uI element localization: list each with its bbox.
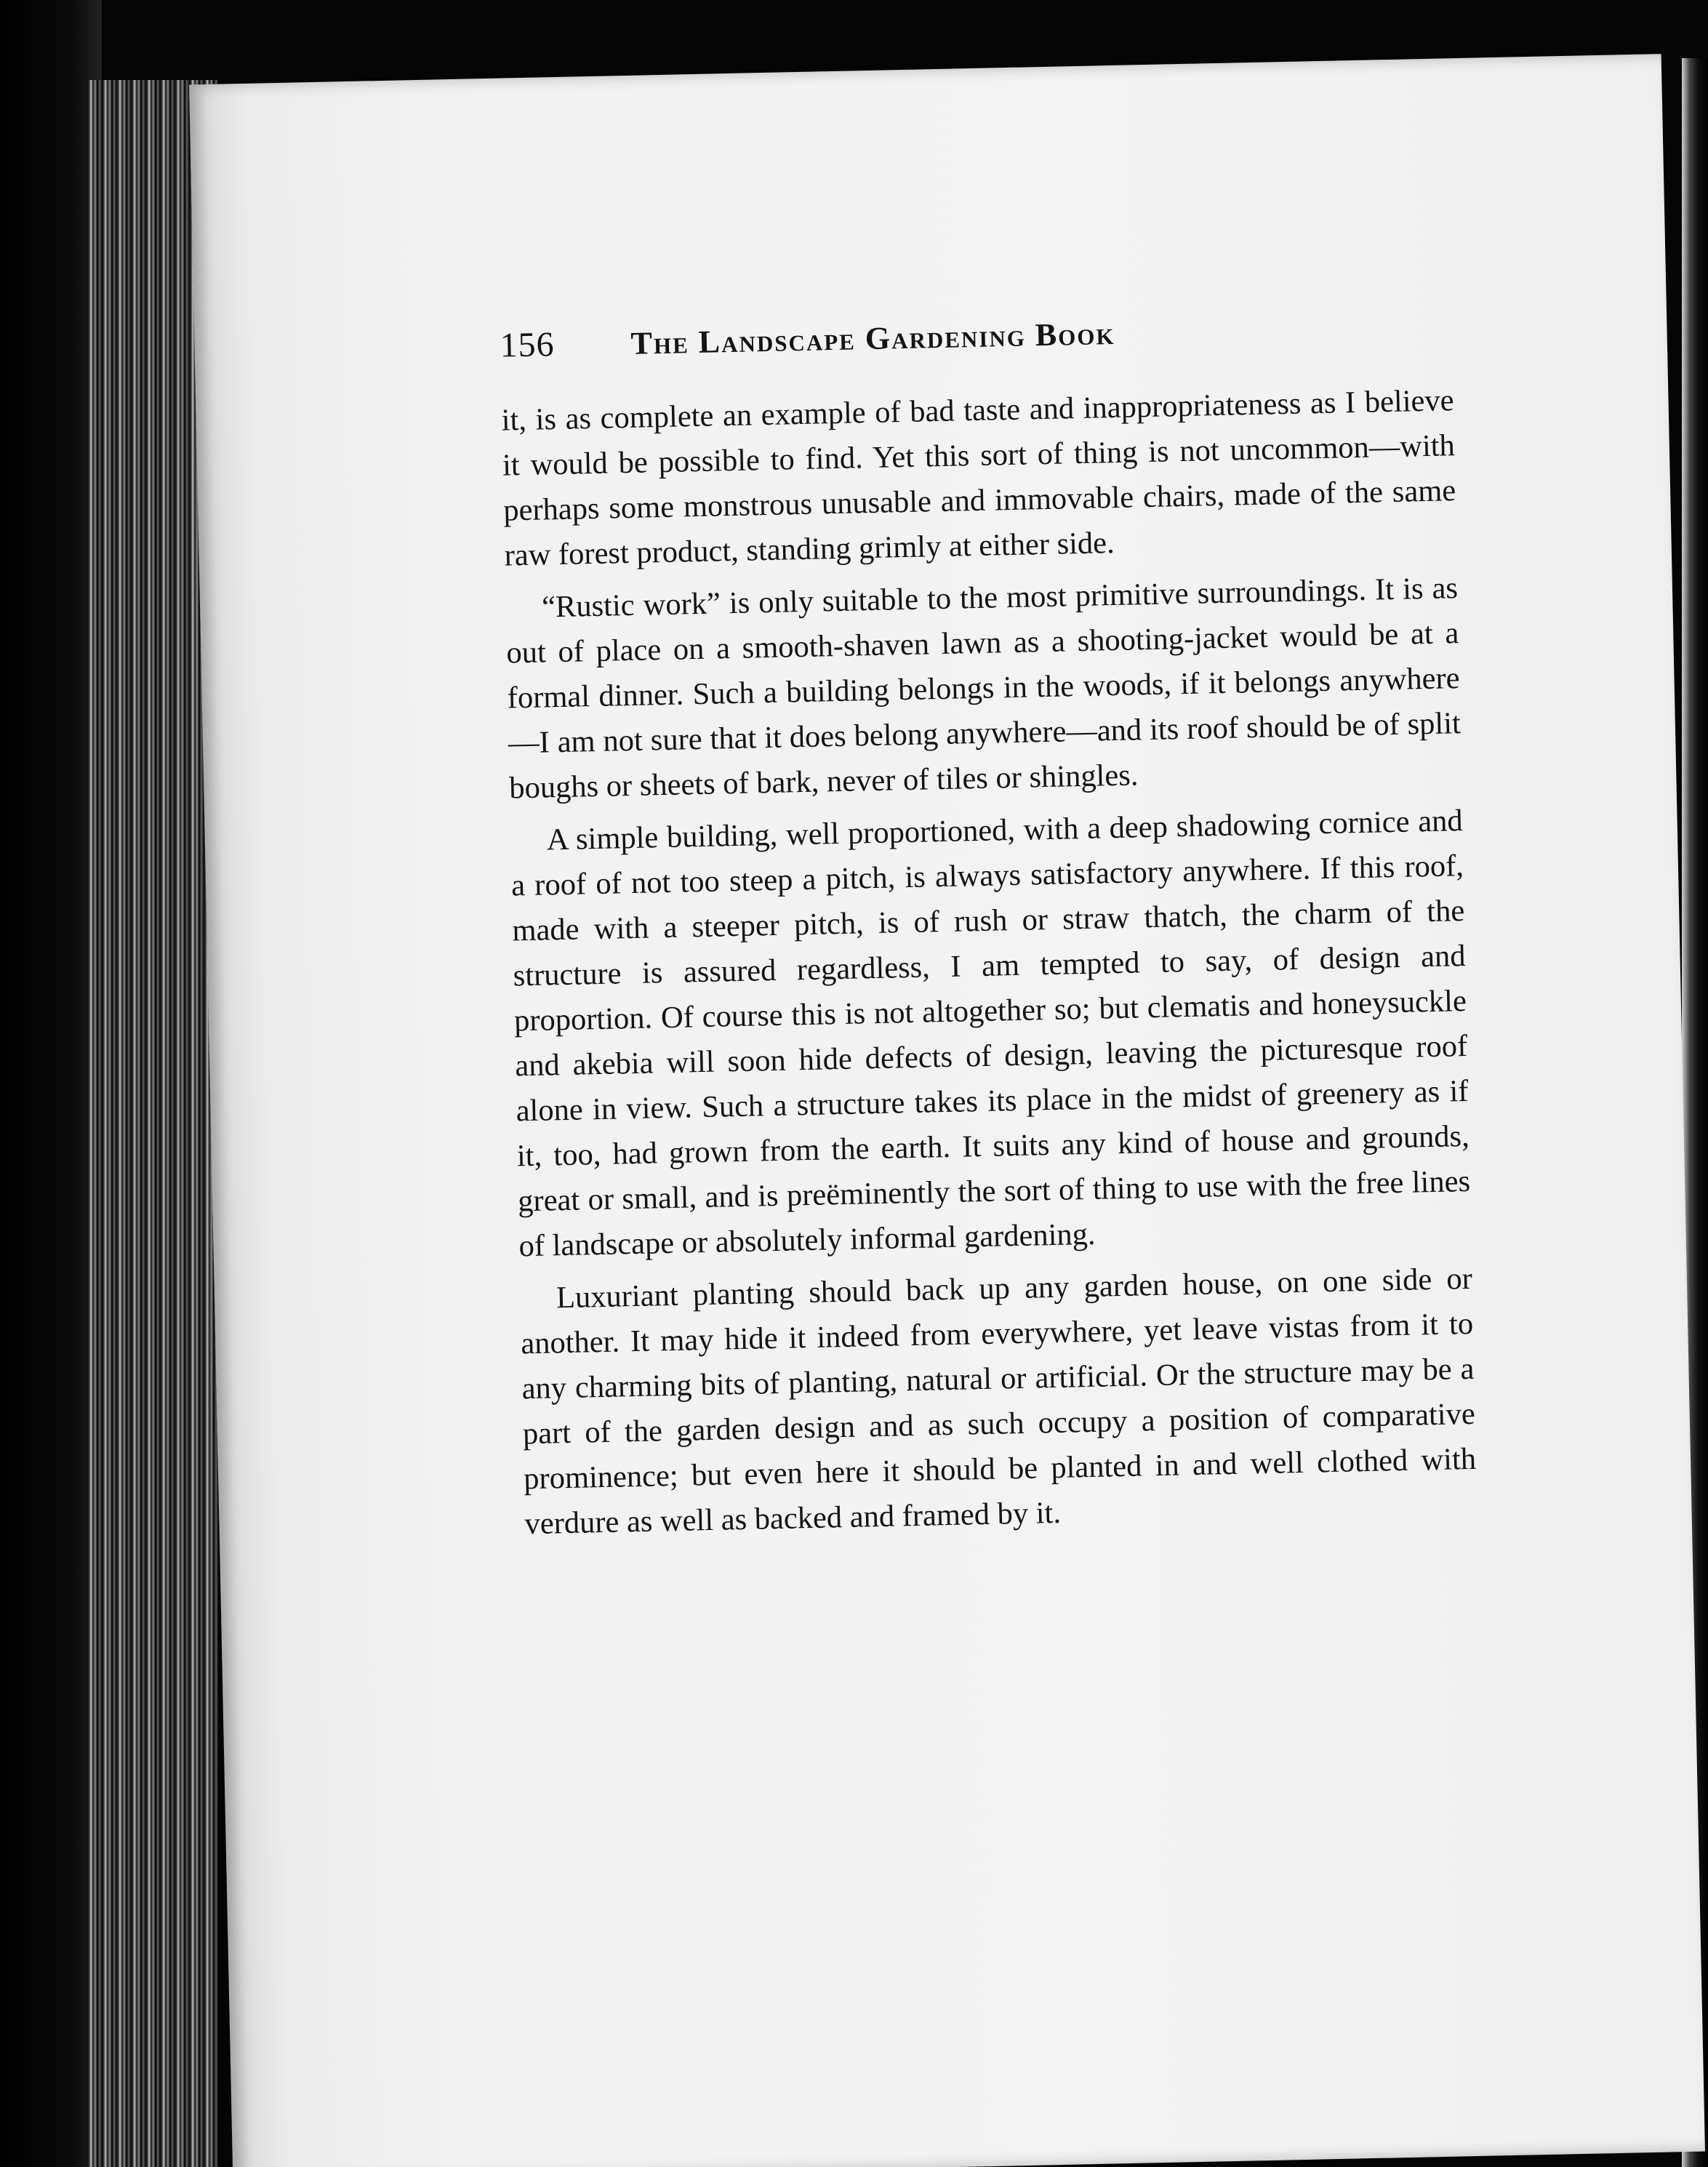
left-shadow (0, 0, 102, 2167)
text-block (500, 305, 1478, 1554)
book-page (189, 54, 1705, 2167)
paragraph-2: “Rustic work” is only suitable to the most primitive surroundings. It is as out of place on a smooth-shaven lawn as a shooting-jacket would be at a formal dinner. Such a building belongs in the woods, if it belongs anywhere—I am not sure that it does belong anywhere—and its roof should be of split boughs or sheets of bark, never of tiles or shingles. (505, 571, 1462, 806)
page-number: 156 (500, 325, 556, 365)
running-title: The Landscape Gardening Book (630, 315, 1115, 361)
paragraph-4: Luxuriant planting should back up any garden house, on one side or another. It may hide it indeed from everywhere, yet leave vistas from it to any charming bits of planting, natural or artificial. Or the structure may be a part of the garden design and as such occupy a position of comparative prominence; but even here it should be planted in and well clothed with verdure as well as backed and framed by it. (520, 1261, 1477, 1542)
paragraph-1: it, is as complete an example of bad taste and inappropriateness as I believe it would be possible to find. Yet this sort of thing is not uncommon—with perhaps some monstrous unusable and immovable chairs, made of the same raw forest product, standing grimly at either side. (501, 383, 1456, 573)
running-head (500, 305, 1453, 383)
paragraph-3: A simple building, well proportioned, with a deep shadowing cornice and a roof of not too steep a pitch, is always satisfactory anywhere. If this roof, made with a steeper pitch, is of rush or straw thatch, the charm of the structure is assured regardless, I am tempted to say, of design and proportion. Of course this is not altogether so; but clematis and honeysuckle and akebia will soon hide defects of design, leaving the picturesque roof alone in view. Such a structure takes its place in the midst of greenery as if it, too, had grown from the earth. It suits any kind of house and grounds, great or small, and is preëminently the sort of thing to use with the free lines of landscape or absolutely informal gardening. (510, 804, 1471, 1264)
